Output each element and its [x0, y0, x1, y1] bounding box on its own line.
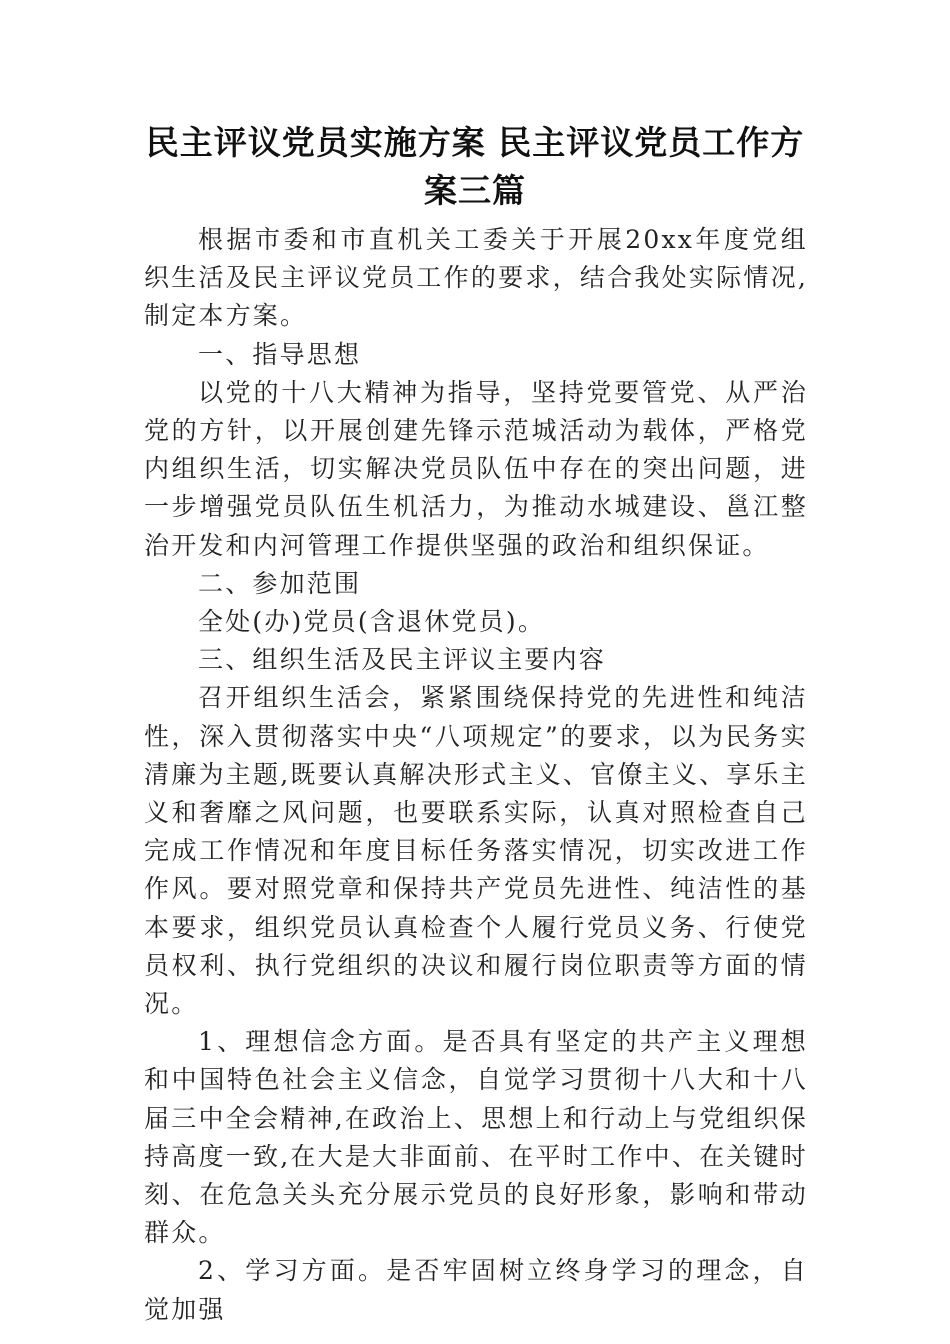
section-heading-guiding-ideology: 一、指导思想	[198, 339, 362, 369]
document-body	[144, 221, 808, 1329]
guiding-ideology-paragraph: 以党的十八大精神为指导，坚持党要管党、从严治党的方针，以开展创建先锋示范城活动为载体，严格党内组织生活，切实解决党员队伍中存在的突出问题，进一步增强党员队伍生机活力，为推动水城建设、邕江整治开发和内河管理工作提供坚强的政治和组织保证。	[144, 377, 808, 560]
section-heading-scope: 二、参加范围	[198, 568, 362, 598]
study-paragraph: 2、学习方面。是否牢固树立终身学习的理念，自觉加强	[144, 1256, 808, 1324]
scope-paragraph: 全处(办)党员(含退休党员)。	[198, 607, 546, 637]
main-content-paragraph: 召开组织生活会，紧紧围绕保持党的先进性和纯洁性，深入贯彻落实中央“八项规定”的要求，以为民务实清廉为主题,既要认真解决形式主义、官僚主义、享乐主义和奢靡之风问题，也要联系实际，认真对照检查自己完成工作情况和年度目标任务落实情况，切实改进工作作风。要对照党章和保持共产党员先进性、纯洁性的基本要求，组织党员认真检查个人履行党员义务、行使党员权利、执行党组织的决议和履行岗位职责等方面的情况。	[144, 683, 808, 1019]
ideals-beliefs-paragraph: 1、理想信念方面。是否具有坚定的共产主义理想和中国特色社会主义信念，自觉学习贯彻十八大和十八届三中全会精神,在政治上、思想上和行动上与党组织保持高度一致,在大是大非面前、在平时工作中、在关键时刻、在危急关头充分展示党员的良好形象，影响和带动群众。	[144, 1027, 808, 1248]
intro-paragraph: 根据市委和市直机关工委关于开展20xx年度党组织生活及民主评议党员工作的要求，结合我处实际情况,制定本方案。	[144, 225, 808, 331]
section-heading-main-content: 三、组织生活及民主评议主要内容	[198, 645, 607, 675]
document-title: 民主评议党员实施方案 民主评议党员工作方案三篇	[145, 123, 805, 210]
